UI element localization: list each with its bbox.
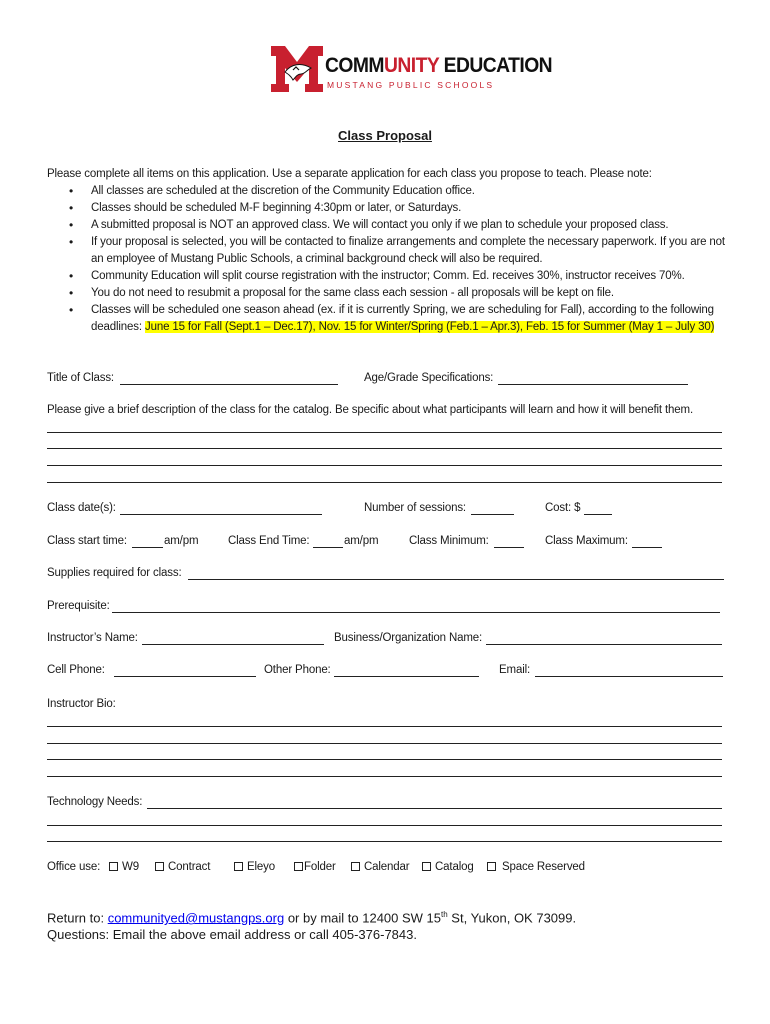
business-org-label: Business/Organization Name: xyxy=(334,632,483,644)
email-link[interactable]: communityed@mustangps.org xyxy=(107,910,285,926)
questions-line: Questions: Email the above email address or call 405-376-7843. xyxy=(47,927,417,942)
cost-field[interactable] xyxy=(584,514,612,515)
bio-line[interactable] xyxy=(47,743,722,744)
email-field[interactable] xyxy=(535,676,723,677)
bio-line[interactable] xyxy=(47,759,722,760)
class-dates-field[interactable] xyxy=(120,514,322,515)
age-grade-field[interactable] xyxy=(498,384,688,385)
class-dates-label: Class date(s): xyxy=(47,502,116,514)
instructor-bio-label: Instructor Bio: xyxy=(47,698,116,710)
office-use-label: Office use: xyxy=(47,861,101,873)
bio-line[interactable] xyxy=(47,726,722,727)
description-line[interactable] xyxy=(47,448,722,449)
other-phone-label: Other Phone: xyxy=(264,664,331,676)
list-item: • A submitted proposal is NOT an approved class. We will contact you only if we plan to schedule your proposed class. xyxy=(47,217,737,234)
description-line[interactable] xyxy=(47,432,722,433)
checkbox-icon xyxy=(294,862,303,871)
end-time-label: Class End Time: xyxy=(228,535,310,547)
list-item: • Classes should be scheduled M-F beginning 4:30pm or later, or Saturdays. xyxy=(47,200,737,217)
page-title: Class Proposal xyxy=(338,128,432,143)
technology-needs-field[interactable] xyxy=(147,808,722,809)
office-checkbox-contract[interactable]: Contract xyxy=(155,861,210,873)
cost-label: Cost: $ xyxy=(545,502,581,514)
list-item: • You do not need to resubmit a proposal for the same class each session - all proposals will be kept on file. xyxy=(47,285,737,302)
prerequisite-label: Prerequisite: xyxy=(47,600,110,612)
technology-needs-label: Technology Needs: xyxy=(47,796,143,808)
bio-line[interactable] xyxy=(47,776,722,777)
class-maximum-label: Class Maximum: xyxy=(545,535,628,547)
return-line: Return to: communityed@mustangps.org or by mail to 12400 SW 15th St, Yukon, OK 73099. xyxy=(47,910,577,926)
instructor-name-field[interactable] xyxy=(142,644,324,645)
instructions-list xyxy=(47,183,737,336)
class-minimum-label: Class Minimum: xyxy=(409,535,489,547)
community-education-logo xyxy=(271,44,553,94)
technology-line[interactable] xyxy=(47,841,722,842)
cell-phone-field[interactable] xyxy=(114,676,256,677)
checkbox-icon xyxy=(109,862,118,871)
office-checkbox-catalog[interactable]: Catalog xyxy=(422,861,474,873)
office-checkbox-eleyo[interactable]: Eleyo xyxy=(234,861,275,873)
intro-text: Please complete all items on this application. Use a separate application for each class you propose to teach. Please note: xyxy=(47,168,652,180)
mustang-m-emblem-icon xyxy=(271,44,323,94)
num-sessions-label: Number of sessions: xyxy=(364,502,466,514)
office-checkbox-calendar[interactable]: Calendar xyxy=(351,861,409,873)
age-grade-label: Age/Grade Specifications: xyxy=(364,372,494,384)
logo-title: COMMUNITY EDUCATION xyxy=(325,54,553,77)
technology-line[interactable] xyxy=(47,825,722,826)
title-of-class-label: Title of Class: xyxy=(47,372,114,384)
other-phone-field[interactable] xyxy=(334,676,479,677)
logo-subtitle: MUSTANG PUBLIC SCHOOLS xyxy=(327,80,495,90)
end-ampm-label: am/pm xyxy=(344,535,379,547)
class-maximum-field[interactable] xyxy=(632,547,662,548)
business-org-field[interactable] xyxy=(486,644,722,645)
end-time-field[interactable] xyxy=(313,547,343,548)
checkbox-icon xyxy=(422,862,431,871)
checkbox-icon xyxy=(155,862,164,871)
start-ampm-label: am/pm xyxy=(164,535,199,547)
prerequisite-field[interactable] xyxy=(112,612,720,613)
start-time-field[interactable] xyxy=(132,547,163,548)
title-of-class-field[interactable] xyxy=(120,384,338,385)
office-checkbox-space-reserved[interactable]: Space Reserved xyxy=(487,861,585,873)
num-sessions-field[interactable] xyxy=(471,514,514,515)
checkbox-icon xyxy=(234,862,243,871)
start-time-label: Class start time: xyxy=(47,535,127,547)
description-prompt: Please give a brief description of the class for the catalog. Be specific about what participants will learn and how it will benefit them. xyxy=(47,404,694,416)
description-line[interactable] xyxy=(47,482,722,483)
email-label: Email: xyxy=(499,664,531,676)
checkbox-icon xyxy=(487,862,496,871)
supplies-label: Supplies required for class: xyxy=(47,567,182,579)
cell-phone-label: Cell Phone: xyxy=(47,664,105,676)
list-item: • Classes will be scheduled one season ahead (ex. if it is currently Spring, we are scheduling for Fall), according to the following deadlines: June 15 for Fall (Sept.1 – Dec.17), Nov. 15 for Winter/Spring (Feb.1 – Apr.3), Feb. 15 for Summer (May 1 – July 30) xyxy=(47,302,737,336)
office-checkbox-folder[interactable]: Folder xyxy=(294,861,336,873)
deadlines-highlight: June 15 for Fall (Sept.1 – Dec.17), Nov. 15 for Winter/Spring (Feb.1 – Apr.3), Feb. 15 for Summer (May 1 – July 30) xyxy=(144,321,715,333)
list-item: • If your proposal is selected, you will be contacted to finalize arrangements and complete the necessary paperwork. If you are not an employee of Mustang Public Schools, a criminal background check will also be required. xyxy=(47,234,737,268)
list-item: • All classes are scheduled at the discretion of the Community Education office. xyxy=(47,183,737,200)
supplies-field[interactable] xyxy=(188,579,724,580)
instructor-name-label: Instructor’s Name: xyxy=(47,632,138,644)
class-minimum-field[interactable] xyxy=(494,547,524,548)
description-line[interactable] xyxy=(47,465,722,466)
checkbox-icon xyxy=(351,862,360,871)
office-checkbox-w9[interactable]: W9 xyxy=(109,861,139,873)
list-item: • Community Education will split course registration with the instructor; Comm. Ed. receives 30%, instructor receives 70%. xyxy=(47,268,737,285)
